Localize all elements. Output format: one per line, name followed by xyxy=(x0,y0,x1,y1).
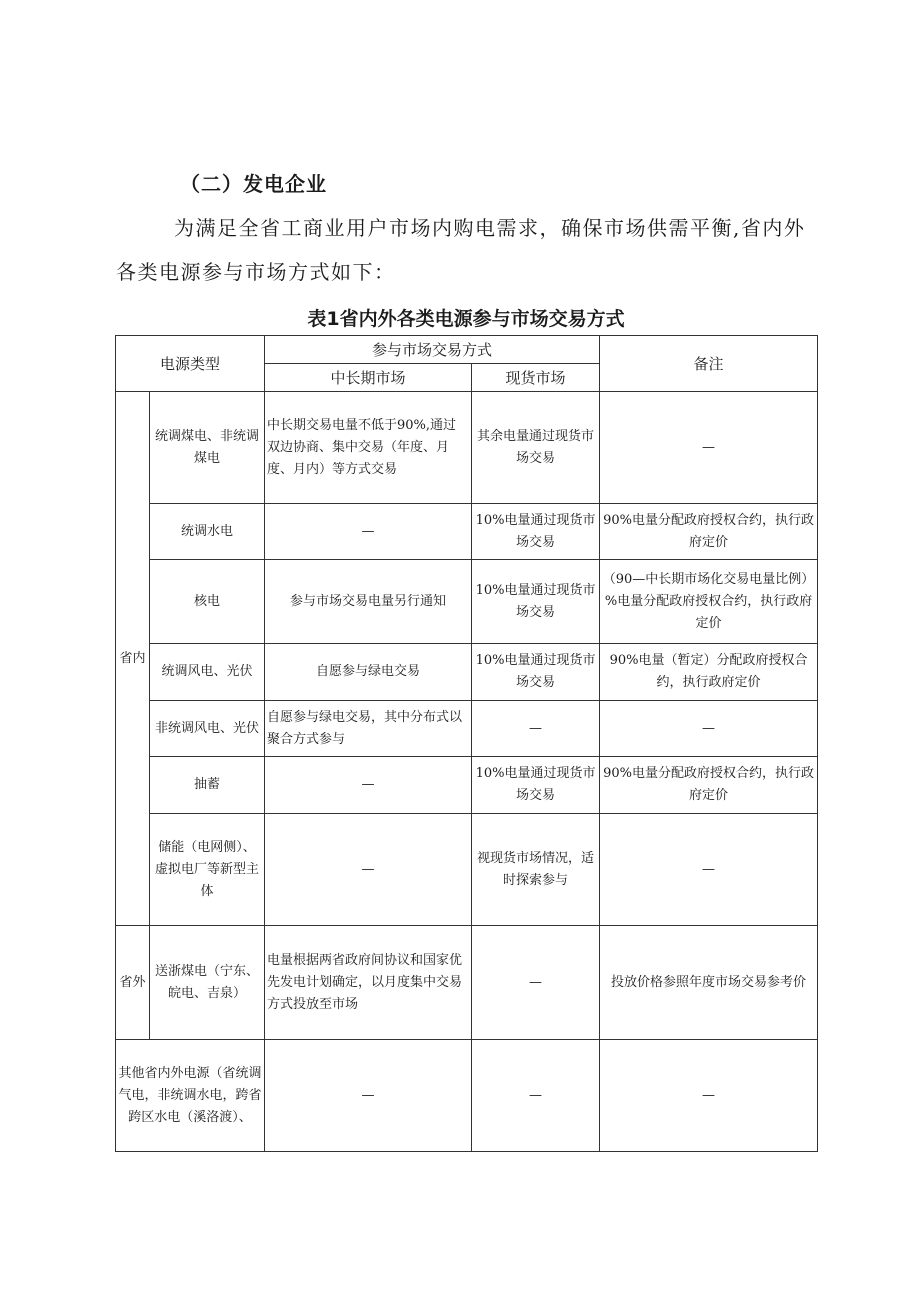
cell-remark: — xyxy=(600,814,818,926)
header-mid-long-market: 中长期市场 xyxy=(265,364,472,392)
cell-mid-long: — xyxy=(265,1040,472,1152)
cell-spot: 10%电量通过现货市场交易 xyxy=(472,504,600,560)
header-power-type: 电源类型 xyxy=(116,336,265,392)
cell-mid-long: — xyxy=(265,757,472,814)
intro-paragraph: 为满足全省工商业用户市场内购电需求，确保市场供需平衡,省内外各类电源参与市场方式如下： xyxy=(116,216,806,284)
cell-type: 核电 xyxy=(150,560,265,644)
cell-spot: 10%电量通过现货市场交易 xyxy=(472,757,600,814)
table-title: 表1省内外各类电源参与市场交易方式 xyxy=(307,308,625,330)
cell-type: 送浙煤电（宁东、皖电、吉泉） xyxy=(150,926,265,1040)
header-spot-market: 现货市场 xyxy=(472,364,600,392)
cell-spot: — xyxy=(472,1040,600,1152)
cell-spot: 其余电量通过现货市场交易 xyxy=(472,392,600,504)
table-header-row xyxy=(116,336,818,364)
cell-remark: 投放价格参照年度市场交易参考价 xyxy=(600,926,818,1040)
table-row xyxy=(116,701,818,757)
cell-remark: （90—中长期市场化交易电量比例）%电量分配政府授权合约，执行政府定价 xyxy=(600,560,818,644)
cell-type: 统调水电 xyxy=(150,504,265,560)
cell-remark: — xyxy=(600,701,818,757)
section-heading: （二）发电企业 xyxy=(180,172,327,196)
cell-remark: 90%电量（暂定）分配政府授权合约，执行政府定价 xyxy=(600,644,818,701)
header-remark: 备注 xyxy=(600,336,818,392)
cell-mid-long: 电量根据两省政府间协议和国家优先发电计划确定，以月度集中交易方式投放至市场 xyxy=(265,926,472,1040)
cell-mid-long: — xyxy=(265,814,472,926)
table-row xyxy=(116,814,818,926)
cell-type: 抽蓄 xyxy=(150,757,265,814)
cell-mid-long: — xyxy=(265,504,472,560)
cell-remark: 90%电量分配政府授权合约，执行政府定价 xyxy=(600,504,818,560)
cell-mid-long: 自愿参与绿电交易 xyxy=(265,644,472,701)
table-row xyxy=(116,560,818,644)
table-row xyxy=(116,926,818,1040)
cell-type: 储能（电网侧）、虚拟电厂等新型主体 xyxy=(150,814,265,926)
table-row xyxy=(116,644,818,701)
cell-spot: — xyxy=(472,926,600,1040)
cell-mid-long: 中长期交易电量不低于90%,通过双边协商、集中交易（年度、月度、月内）等方式交易 xyxy=(265,392,472,504)
cell-spot: 10%电量通过现货市场交易 xyxy=(472,560,600,644)
group-outside-province: 省外 xyxy=(116,926,150,1040)
cell-spot: 视现货市场情况，适时探索参与 xyxy=(472,814,600,926)
cell-mid-long: 参与市场交易电量另行通知 xyxy=(265,560,472,644)
cell-mid-long: 自愿参与绿电交易，其中分布式以聚合方式参与 xyxy=(265,701,472,757)
cell-remark: — xyxy=(600,392,818,504)
cell-type: 其他省内外电源（省统调气电，非统调水电，跨省跨区水电（溪洛渡）、 xyxy=(116,1040,265,1152)
header-trade-mode: 参与市场交易方式 xyxy=(265,336,600,364)
table-row xyxy=(116,757,818,814)
power-source-table xyxy=(115,335,818,1152)
table-row xyxy=(116,504,818,560)
cell-remark: 90%电量分配政府授权合约，执行政府定价 xyxy=(600,757,818,814)
cell-type: 非统调风电、光伏 xyxy=(150,701,265,757)
cell-spot: — xyxy=(472,701,600,757)
table-row xyxy=(116,392,818,504)
cell-type: 统调风电、光伏 xyxy=(150,644,265,701)
cell-spot: 10%电量通过现货市场交易 xyxy=(472,644,600,701)
cell-type: 统调煤电、非统调煤电 xyxy=(150,392,265,504)
cell-remark: — xyxy=(600,1040,818,1152)
group-inside-province: 省内 xyxy=(116,392,150,926)
table-row xyxy=(116,1040,818,1152)
